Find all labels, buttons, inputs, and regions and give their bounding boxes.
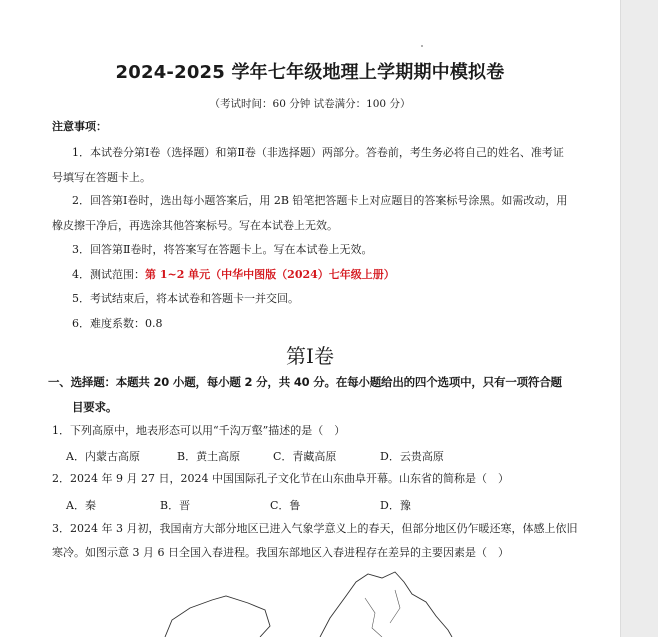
note-1-line-2: 号填写在答题卡上。 (52, 171, 151, 184)
question-1-option-b: B．黄土高原 (177, 450, 241, 463)
section-heading-line-1: 一、选择题：本题共 20 小题，每小题 2 分，共 40 分。在每小题给出的四个选项中，只有一项符合题 (48, 375, 562, 389)
question-2-option-c: C．鲁 (270, 499, 301, 512)
note-5: 5．考试结束后，将本试卷和答题卡一并交回。 (72, 292, 299, 305)
question-1-option-a: A．内蒙古高原 (66, 450, 140, 463)
map-province-line (365, 598, 382, 637)
note-4 (72, 268, 395, 282)
map-north-border (320, 572, 452, 637)
exam-info: （考试时间：60 分钟 试卷满分：100 分） (209, 98, 411, 110)
viewer-right-margin (620, 0, 658, 637)
page-mark (421, 45, 423, 47)
question-1-option-c: C．青藏高原 (273, 450, 337, 463)
notes-heading: 注意事项： (52, 120, 107, 133)
china-spring-map (160, 568, 460, 637)
question-2-option-b: B．晋 (160, 499, 191, 512)
question-2-option-d: D．豫 (380, 499, 411, 512)
question-3-stem-line-2: 寒冷。如图示意 3 月 6 日全国入春进程。我国东部地区入春进程存在差异的主要因素是（ ） (52, 546, 509, 559)
question-3-stem-line-1: 3．2024 年 3 月初，我国南方大部分地区已进入气象学意义上的春天，但部分地区仍乍暖还寒，体感上依旧 (52, 522, 578, 535)
note-3: 3．回答第Ⅱ卷时，将答案写在答题卡上。写在本试卷上无效。 (72, 243, 373, 256)
note-1-line-1: 1．本试卷分第Ⅰ卷（选择题）和第Ⅱ卷（非选择题）两部分。答卷前，考生务必将自己的姓名、准考证 (72, 146, 564, 159)
note-6: 6．难度系数：0.8 (72, 317, 163, 330)
map-province-line-2 (390, 590, 400, 623)
test-range: 第 1~2 单元（中华中图版（2024）七年级上册） (145, 268, 395, 281)
question-1-option-d: D．云贵高原 (380, 450, 444, 463)
section-heading-line-2: 目要求。 (72, 400, 118, 414)
question-2-stem: 2．2024 年 9 月 27 日，2024 中国国际孔子文化节在山东曲阜开幕。山东省的简称是（ ） (52, 472, 509, 485)
note-2-line-1: 2．回答第Ⅰ卷时，选出每小题答案后，用 2B 铅笔把答题卡上对应题目的答案标号涂黑。如需改动，用 (72, 194, 568, 207)
map-west-border (165, 596, 270, 637)
note-4-label: 4．测试范围： (72, 268, 145, 281)
question-1-stem: 1．下列高原中，地表形态可以用“千沟万壑”描述的是（ ） (52, 424, 346, 437)
question-2-option-a: A．秦 (66, 499, 96, 512)
page-title: 2024-2025 学年七年级地理上学期期中模拟卷 (115, 62, 505, 83)
part-one-title: 第Ⅰ卷 (286, 344, 334, 368)
note-2-line-2: 橡皮擦干净后，再选涂其他答案标号。写在本试卷上无效。 (52, 219, 338, 232)
